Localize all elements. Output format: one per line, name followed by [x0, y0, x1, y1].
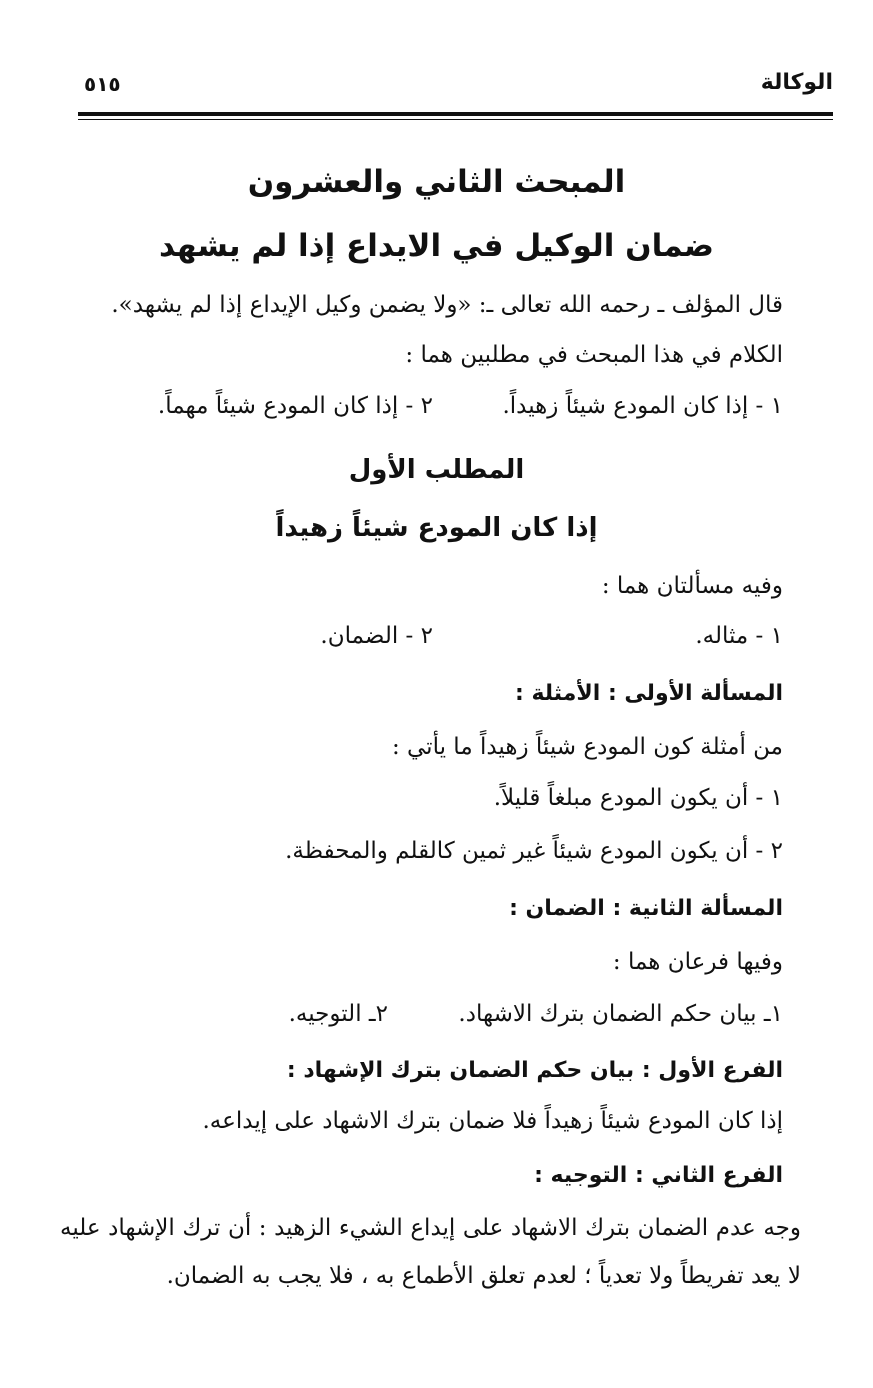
question1-line: من أمثلة كون المودع شيئاً زهيداً ما يأتي : — [391, 734, 783, 760]
question2-outline-item-1: ١ـ بيان حكم الضمان بترك الاشهاد. — [458, 1001, 783, 1027]
chapter-outline-item-2: ٢ - الضمان. — [320, 623, 433, 649]
chapter-heading: المطلب الأول — [348, 455, 525, 485]
question2-heading: المسألة الثانية : الضمان : — [509, 896, 783, 921]
chapter-outline-item-1: ١ - مثاله. — [695, 623, 783, 649]
author-quote-line: قال المؤلف ـ رحمه الله تعالى ـ: «ولا يضمن وكيل الإيداع إذا لم يشهد». — [111, 292, 783, 318]
running-title: الوكالة — [760, 70, 833, 95]
question2-outline-item-2: ٢ـ التوجيه. — [288, 1001, 388, 1027]
section-outline-item-2: ٢ - إذا كان المودع شيئاً مهماً. — [157, 393, 433, 419]
page-header — [78, 70, 833, 110]
section-outline-line: الكلام في هذا المبحث في مطلبين هما : — [405, 342, 783, 368]
section-outline-items — [60, 390, 783, 422]
question2-outline-items — [60, 998, 783, 1030]
branch2-heading: الفرع الثاني : التوجيه : — [534, 1163, 783, 1188]
chapter-title: إذا كان المودع شيئاً زهيداً — [275, 513, 598, 543]
page-number: ٥١٥ — [84, 72, 121, 96]
branch2-text: وجه عدم الضمان بترك الاشهاد على إيداع الشيء الزهيد : أن ترك الإشهاد عليه لا يعد تفريطاً ولا تعدياً ؛ لعدم تعلق الأطماع به ، فلا يجب به الضمان. — [60, 1215, 801, 1289]
chapter-outline-line: وفيه مسألتان هما : — [601, 573, 783, 599]
section-title: ضمان الوكيل في الايداع إذا لم يشهد — [158, 228, 715, 264]
question1-heading: المسألة الأولى : الأمثلة : — [515, 681, 783, 706]
header-rule-thick — [78, 112, 833, 116]
branch1-heading: الفرع الأول : بيان حكم الضمان بترك الإشهاد : — [286, 1058, 783, 1083]
chapter-outline-items — [60, 620, 783, 652]
question1-item-1: ١ - أن يكون المودع مبلغاً قليلاً. — [493, 785, 783, 811]
section-outline-item-1: ١ - إذا كان المودع شيئاً زهيداً. — [502, 393, 783, 419]
header-rule-thin — [78, 119, 833, 120]
question1-item-2: ٢ - أن يكون المودع شيئاً غير ثمين كالقلم والمحفظة. — [285, 838, 783, 864]
question2-outline-line: وفيها فرعان هما : — [612, 949, 783, 975]
branch1-text: إذا كان المودع شيئاً زهيداً فلا ضمان بترك الاشهاد على إيداعه. — [202, 1108, 783, 1134]
section-heading: المبحث الثاني والعشرون — [247, 164, 626, 200]
